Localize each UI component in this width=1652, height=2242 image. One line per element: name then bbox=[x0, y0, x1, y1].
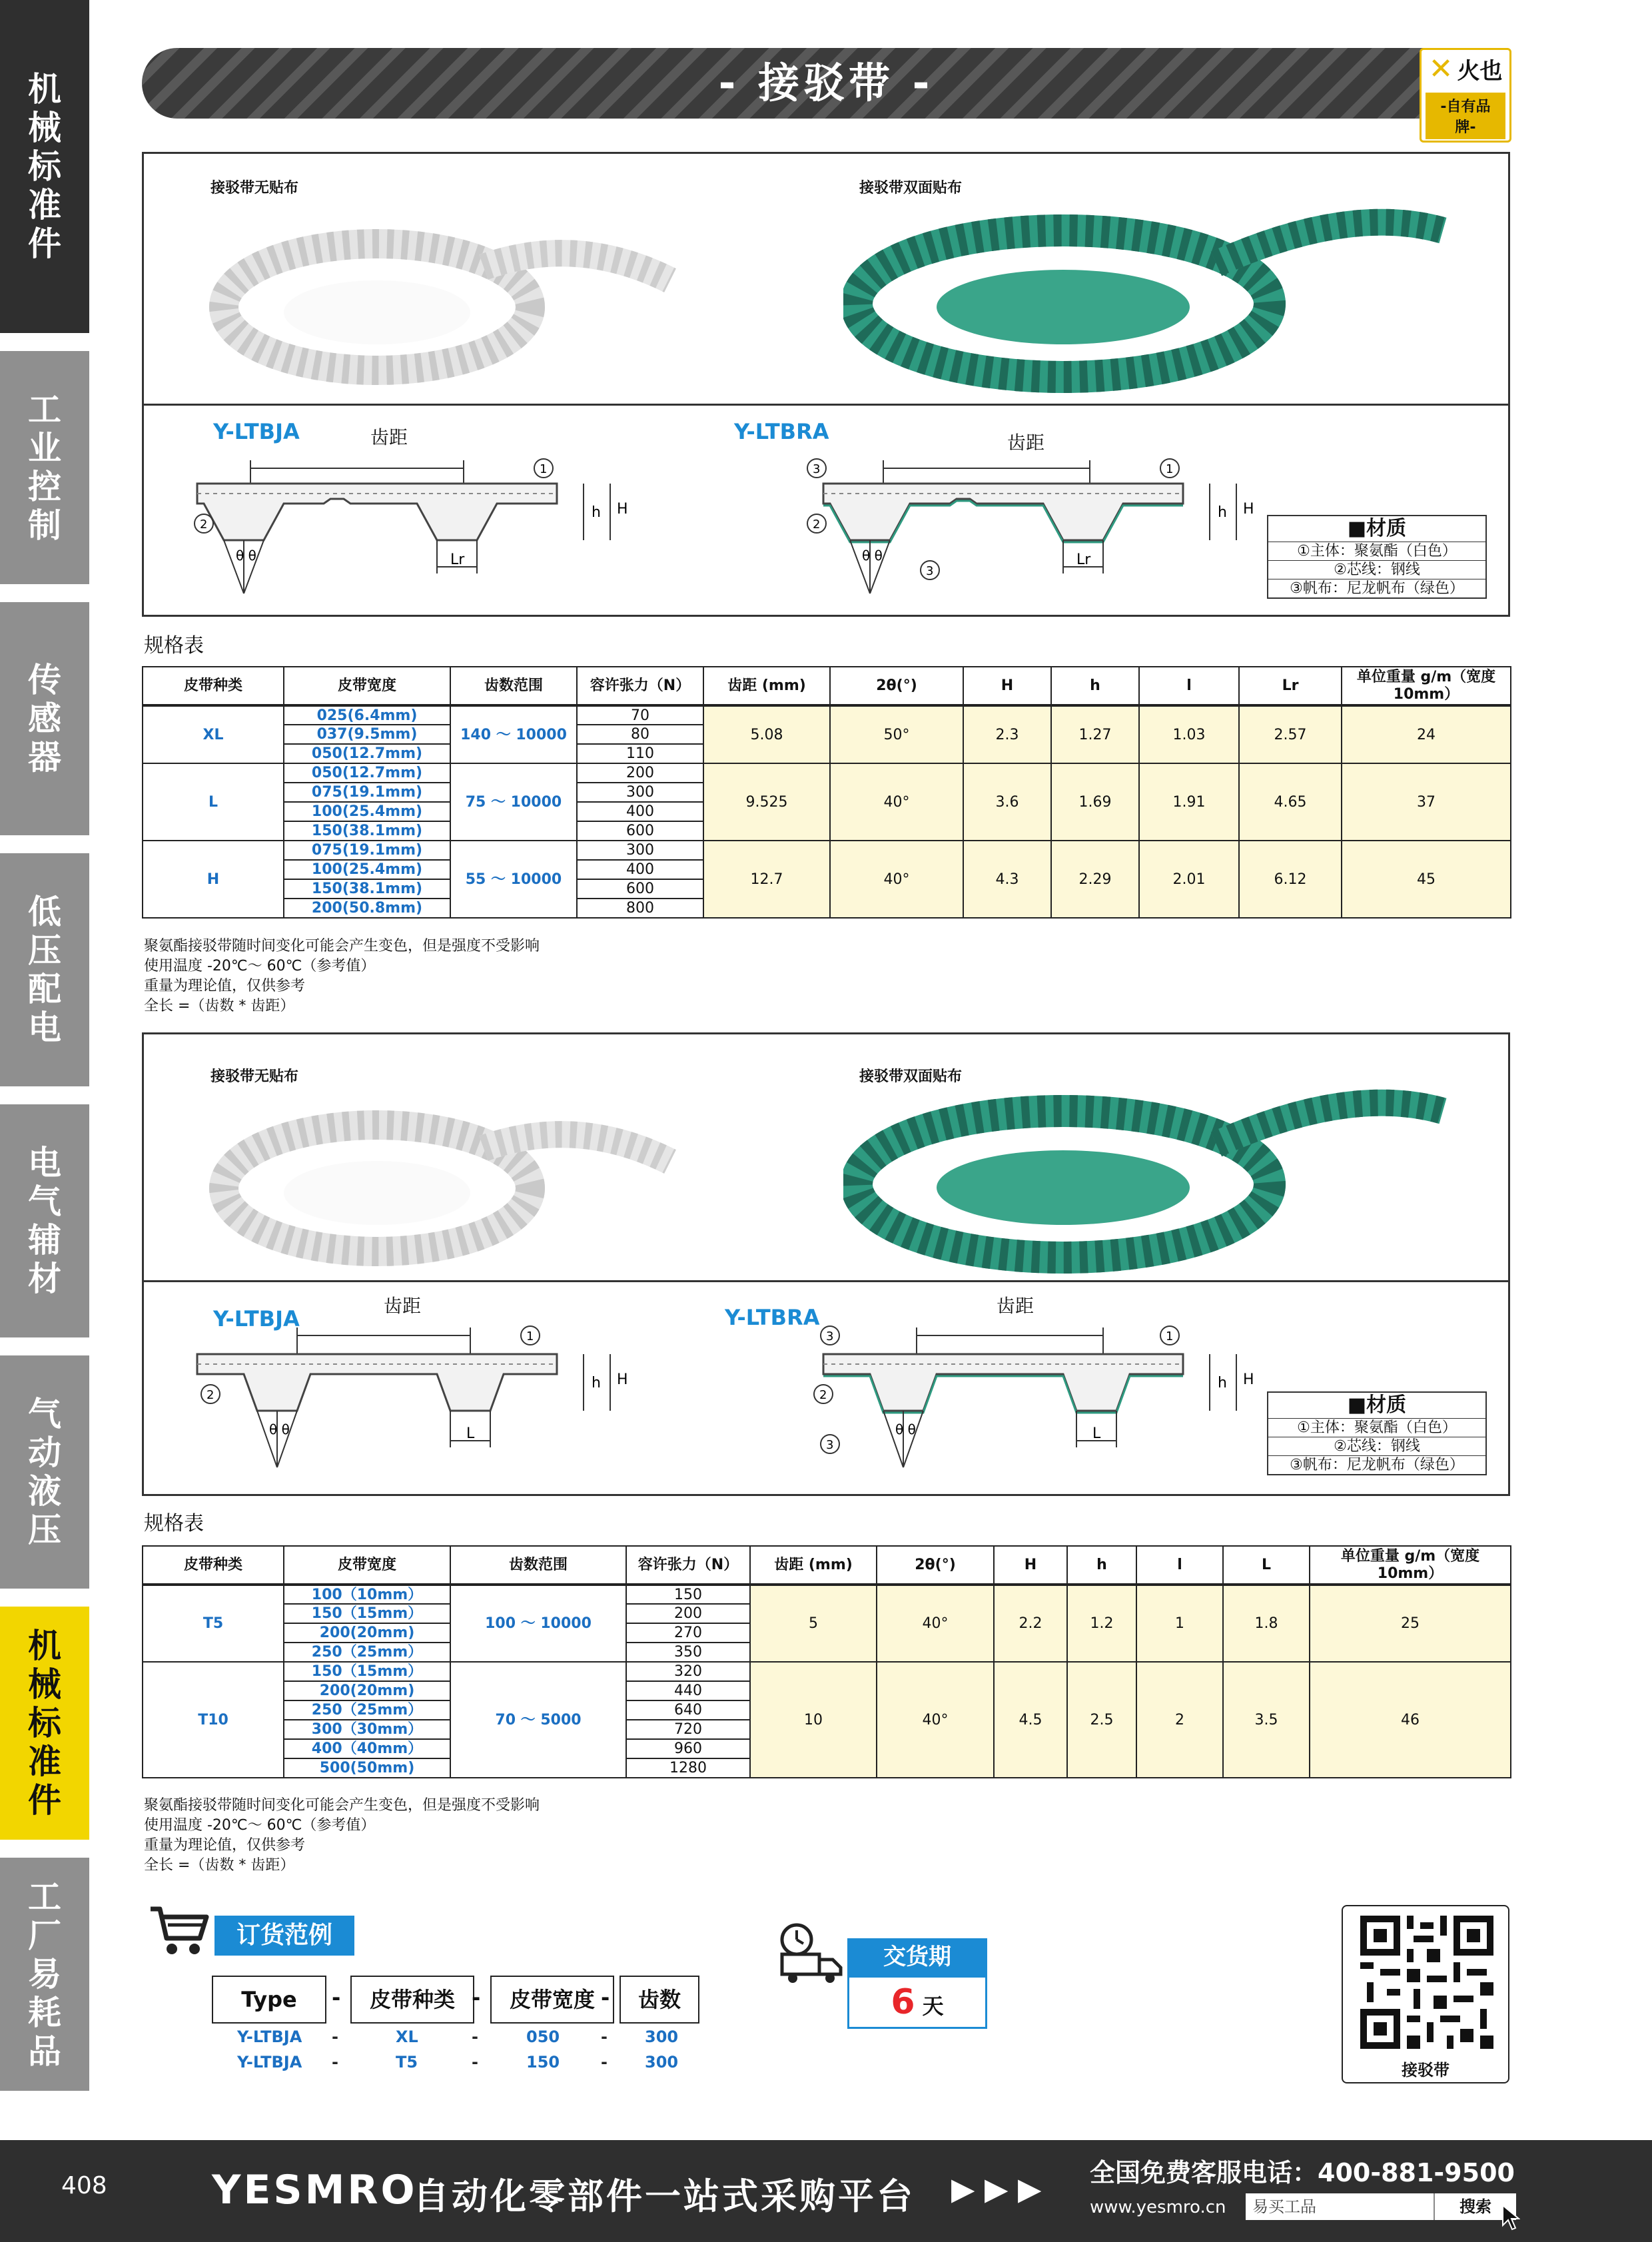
spec-table-label: 规格表 bbox=[144, 1512, 204, 1535]
tension-cell: 350 bbox=[626, 1643, 750, 1662]
belt-width-cell: 150（15mm） bbox=[284, 1604, 450, 1623]
tension-cell: 960 bbox=[626, 1739, 750, 1758]
table-row bbox=[143, 841, 1511, 860]
h-cell: 1.27 bbox=[1051, 705, 1139, 763]
shopping-cart-icon bbox=[148, 1904, 209, 1957]
qr-code-icon[interactable] bbox=[1360, 1916, 1493, 2049]
sidebar-item-industrial-control[interactable]: 工业控制 bbox=[0, 351, 89, 584]
order-field-teeth: 齿数 bbox=[620, 1976, 699, 2024]
h-cell: 2.29 bbox=[1051, 841, 1139, 918]
H-cell: 2.3 bbox=[963, 705, 1051, 763]
order-separator: - bbox=[601, 1985, 610, 2010]
belt-width-cell: 037(9.5mm) bbox=[284, 725, 450, 744]
order-field-belt-width: 皮带宽度 bbox=[490, 1976, 614, 2024]
column-header: Lr bbox=[1239, 667, 1342, 705]
white-belt-photo bbox=[204, 1092, 723, 1278]
belt-width-cell: 250（25mm） bbox=[284, 1700, 450, 1720]
website-link[interactable]: www.yesmro.cn bbox=[1090, 2197, 1226, 2217]
delivery-days: 6 bbox=[891, 1982, 915, 2022]
column-header: 皮带宽度 bbox=[284, 667, 450, 705]
belt-width-cell: 400（40mm） bbox=[284, 1739, 450, 1758]
svg-text:1: 1 bbox=[1166, 1329, 1174, 1343]
pitch-cell: 5.08 bbox=[703, 705, 830, 763]
qr-card bbox=[1342, 1905, 1509, 2083]
arrow-icons: ▶ ▶ ▶ bbox=[951, 2171, 1042, 2207]
material-title: ■材质 bbox=[1347, 1393, 1407, 1417]
product-panel-1 bbox=[142, 152, 1510, 617]
order-separator: - bbox=[472, 2028, 478, 2046]
weight-cell: 24 bbox=[1342, 705, 1511, 763]
svg-text:θ θ: θ θ bbox=[269, 1421, 290, 1437]
weight-cell: 37 bbox=[1342, 763, 1511, 841]
l-cell: 1.91 bbox=[1139, 763, 1239, 841]
column-header: h bbox=[1067, 1546, 1136, 1585]
order-example-type: Y-LTBJA bbox=[237, 2028, 302, 2046]
sidebar-item-pneumatic[interactable]: 气动液压 bbox=[0, 1355, 89, 1589]
tooth-profile-diagram-ltbra bbox=[797, 440, 1276, 600]
tension-cell: 200 bbox=[577, 763, 703, 783]
note-line: 全长 =（齿数 * 齿距） bbox=[144, 998, 295, 1014]
table-header-row bbox=[143, 1546, 1511, 1585]
belt-width-cell: 050(12.7mm) bbox=[284, 763, 450, 783]
photo-caption-fabric: 接驳带双面贴布 bbox=[859, 1068, 963, 1085]
table-row bbox=[143, 1662, 1511, 1681]
svg-text:Lr: Lr bbox=[1076, 552, 1091, 568]
pitch-cell: 10 bbox=[750, 1662, 877, 1778]
svg-text:3: 3 bbox=[826, 1329, 834, 1343]
material-box bbox=[1267, 1391, 1487, 1475]
belt-type-cell: L bbox=[143, 763, 284, 841]
photo-caption-fabric: 接驳带双面贴布 bbox=[859, 180, 963, 196]
order-field-belt-type: 皮带种类 bbox=[350, 1976, 474, 2024]
spec-table-2 bbox=[142, 1545, 1511, 1778]
title-bar bbox=[142, 48, 1510, 119]
teeth-range-cell: 70 ～ 5000 bbox=[450, 1662, 626, 1778]
brand-tag: -自有品牌- bbox=[1426, 93, 1505, 139]
footer-brand[interactable]: YESMRO bbox=[212, 2167, 418, 2213]
brand-logo: 火也 bbox=[1457, 57, 1503, 85]
page-title: - 接驳带 - bbox=[718, 59, 934, 107]
search-button[interactable]: 搜索 bbox=[1434, 2193, 1516, 2220]
belt-type-cell: XL bbox=[143, 705, 284, 763]
material-item: ①主体：聚氨酯（白色） bbox=[1268, 1418, 1485, 1437]
tension-cell: 440 bbox=[626, 1681, 750, 1700]
teeth-range-cell: 55 ～ 10000 bbox=[450, 841, 577, 918]
svg-text:2: 2 bbox=[813, 518, 821, 532]
column-header: 皮带种类 bbox=[143, 1546, 284, 1585]
material-box bbox=[1267, 515, 1487, 599]
angle-cell: 40° bbox=[877, 1662, 994, 1778]
tooth-profile-diagram-ltbja bbox=[184, 440, 663, 600]
photo-row bbox=[144, 1034, 1508, 1282]
sidebar-item-electrical[interactable]: 电气辅材 bbox=[0, 1104, 89, 1337]
svg-text:1: 1 bbox=[526, 1329, 534, 1343]
column-header: 单位重量 g/m（宽度 10mm） bbox=[1310, 1546, 1511, 1585]
l-cell: 2 bbox=[1136, 1662, 1223, 1778]
belt-width-cell: 300（30mm） bbox=[284, 1720, 450, 1739]
tension-cell: 400 bbox=[577, 860, 703, 879]
note-line: 重量为理论值，仅供参考 bbox=[144, 978, 306, 994]
tension-cell: 720 bbox=[626, 1720, 750, 1739]
order-example-title: 订货范例 bbox=[214, 1916, 354, 1956]
column-header: H bbox=[963, 667, 1051, 705]
Lr-cell: 4.65 bbox=[1239, 763, 1342, 841]
order-separator: - bbox=[472, 2053, 478, 2071]
material-item: ②芯线：钢线 bbox=[1268, 560, 1485, 579]
brand-x-icon: ✕ bbox=[1428, 51, 1453, 86]
diagram-title-ltbra: Y-LTBRA bbox=[725, 1305, 820, 1330]
H-cell: 4.3 bbox=[963, 841, 1051, 918]
pitch-label-left: 齿距 bbox=[370, 426, 408, 448]
photo-row bbox=[144, 154, 1508, 406]
h-cell: 1.69 bbox=[1051, 763, 1139, 841]
column-header: 容许张力（N） bbox=[626, 1546, 750, 1585]
tooth-profile-diagram-ltbra bbox=[797, 1314, 1276, 1474]
svg-text:1: 1 bbox=[540, 462, 548, 476]
diagram-title-ltbja: Y-LTBJA bbox=[213, 1306, 300, 1331]
material-item: ③帆布：尼龙帆布（绿色） bbox=[1268, 579, 1485, 597]
tension-cell: 300 bbox=[577, 783, 703, 802]
svg-text:3: 3 bbox=[926, 564, 934, 578]
angle-cell: 40° bbox=[830, 841, 963, 918]
tension-cell: 110 bbox=[577, 744, 703, 763]
belt-width-cell: 150(38.1mm) bbox=[284, 879, 450, 899]
column-header: 单位重量 g/m（宽度 10mm） bbox=[1342, 667, 1511, 705]
pitch-label-right: 齿距 bbox=[997, 1295, 1034, 1317]
tension-cell: 200 bbox=[626, 1604, 750, 1623]
product-panel-2 bbox=[142, 1032, 1510, 1496]
svg-text:H: H bbox=[617, 501, 628, 518]
order-example-teeth: 300 bbox=[645, 2053, 679, 2071]
belt-width-cell: 100(25.4mm) bbox=[284, 802, 450, 821]
svg-text:L: L bbox=[1092, 1425, 1101, 1442]
column-header: 齿距 (mm) bbox=[750, 1546, 877, 1585]
material-title: ■材质 bbox=[1347, 517, 1407, 540]
diagram-title-ltbja: Y-LTBJA bbox=[213, 419, 300, 444]
column-header: 皮带种类 bbox=[143, 667, 284, 705]
sidebar-item-mechanical-active[interactable]: 机械标准件 bbox=[0, 1607, 89, 1840]
svg-text:h: h bbox=[1218, 504, 1227, 521]
belt-width-cell: 200(20mm) bbox=[284, 1681, 450, 1700]
sidebar-item-mechanical[interactable]: 机械标准件 bbox=[0, 0, 89, 333]
material-item: ②芯线：钢线 bbox=[1268, 1437, 1485, 1455]
angle-cell: 40° bbox=[830, 763, 963, 841]
sidebar-item-low-voltage[interactable]: 低压配电 bbox=[0, 853, 89, 1086]
belt-width-cell: 250（25mm） bbox=[284, 1643, 450, 1662]
belt-width-cell: 150（15mm） bbox=[284, 1662, 450, 1681]
note-line: 聚氨酯接驳带随时间变化可能会产生变色，但是强度不受影响 bbox=[144, 1797, 540, 1814]
hotline: 全国免费客服电话：400-881-9500 bbox=[1090, 2158, 1515, 2187]
svg-text:2: 2 bbox=[200, 518, 208, 532]
green-belt-photo bbox=[843, 1074, 1483, 1274]
belt-width-cell: 100(25.4mm) bbox=[284, 860, 450, 879]
order-separator: - bbox=[332, 2053, 338, 2071]
search-input[interactable]: 易买工品 bbox=[1246, 2193, 1434, 2220]
note-line: 使用温度 -20℃～ 60℃（参考值） bbox=[144, 1817, 376, 1834]
weight-cell: 46 bbox=[1310, 1662, 1511, 1778]
order-field-type: Type bbox=[212, 1976, 326, 2024]
column-header: l bbox=[1139, 667, 1239, 705]
footer-slogan: 自动化零部件一站式采购平台 bbox=[413, 2175, 915, 2217]
belt-type-cell: H bbox=[143, 841, 284, 918]
belt-width-cell: 150(38.1mm) bbox=[284, 821, 450, 841]
svg-text:H: H bbox=[1243, 1371, 1254, 1388]
tension-cell: 400 bbox=[577, 802, 703, 821]
tension-cell: 800 bbox=[577, 899, 703, 918]
order-separator: - bbox=[601, 2053, 608, 2071]
order-example-belt-type: T5 bbox=[396, 2053, 418, 2071]
svg-text:h: h bbox=[1218, 1375, 1227, 1391]
pitch-label-left: 齿距 bbox=[384, 1295, 422, 1317]
H-cell: 2.2 bbox=[994, 1585, 1067, 1662]
tension-cell: 300 bbox=[577, 841, 703, 860]
belt-width-cell: 050(12.7mm) bbox=[284, 744, 450, 763]
column-header: l bbox=[1136, 1546, 1223, 1585]
svg-text:θ θ: θ θ bbox=[862, 548, 883, 563]
pitch-cell: 9.525 bbox=[703, 763, 830, 841]
svg-text:H: H bbox=[1243, 501, 1254, 518]
svg-text:1: 1 bbox=[1166, 462, 1174, 476]
tension-cell: 640 bbox=[626, 1700, 750, 1720]
belt-width-cell: 075(19.1mm) bbox=[284, 783, 450, 802]
Lr-cell: 3.5 bbox=[1223, 1662, 1310, 1778]
tension-cell: 150 bbox=[626, 1585, 750, 1604]
table-row bbox=[143, 1585, 1511, 1604]
note-line: 聚氨酯接驳带随时间变化可能会产生变色，但是强度不受影响 bbox=[144, 938, 540, 954]
photo-caption-plain: 接驳带无贴布 bbox=[210, 180, 299, 196]
diagram-title-ltbra: Y-LTBRA bbox=[734, 419, 829, 444]
H-cell: 4.5 bbox=[994, 1662, 1067, 1778]
sidebar-item-sensor[interactable]: 传感器 bbox=[0, 602, 89, 835]
angle-cell: 40° bbox=[877, 1585, 994, 1662]
Lr-cell: 2.57 bbox=[1239, 705, 1342, 763]
order-example-width: 050 bbox=[526, 2028, 560, 2046]
svg-text:3: 3 bbox=[813, 462, 821, 476]
belt-width-cell: 500(50mm) bbox=[284, 1758, 450, 1778]
footer bbox=[0, 2140, 1652, 2242]
column-header: 容许张力（N） bbox=[577, 667, 703, 705]
tension-cell: 600 bbox=[577, 821, 703, 841]
belt-width-cell: 100（10mm） bbox=[284, 1585, 450, 1604]
column-header: 皮带宽度 bbox=[284, 1546, 450, 1585]
svg-text:H: H bbox=[617, 1371, 628, 1388]
cursor-icon bbox=[1501, 2204, 1520, 2231]
delivery-unit: 天 bbox=[922, 1994, 944, 2019]
teeth-range-cell: 100 ～ 10000 bbox=[450, 1585, 626, 1662]
order-separator: - bbox=[332, 2028, 338, 2046]
sidebar-item-consumables[interactable]: 工厂易耗品 bbox=[0, 1858, 89, 2091]
material-item: ①主体：聚氨酯（白色） bbox=[1268, 542, 1485, 560]
page-number: 408 bbox=[61, 2172, 107, 2199]
tension-cell: 320 bbox=[626, 1662, 750, 1681]
order-example-type: Y-LTBJA bbox=[237, 2053, 302, 2071]
notes-2 bbox=[144, 1796, 540, 1876]
delivery-value bbox=[847, 1976, 987, 2029]
pitch-cell: 12.7 bbox=[703, 841, 830, 918]
Lr-cell: 6.12 bbox=[1239, 841, 1342, 918]
order-example-belt-type: XL bbox=[396, 2028, 418, 2046]
qr-caption: 接驳带 bbox=[1402, 2061, 1449, 2079]
photo-caption-plain: 接驳带无贴布 bbox=[210, 1068, 299, 1085]
delivery-title: 交货期 bbox=[847, 1938, 987, 1976]
weight-cell: 25 bbox=[1310, 1585, 1511, 1662]
svg-text:2: 2 bbox=[206, 1388, 214, 1402]
belt-width-cell: 025(6.4mm) bbox=[284, 705, 450, 725]
order-separator: - bbox=[601, 2028, 608, 2046]
note-line: 重量为理论值，仅供参考 bbox=[144, 1837, 306, 1854]
tension-cell: 270 bbox=[626, 1623, 750, 1643]
brand-badge bbox=[1420, 48, 1511, 143]
svg-text:L: L bbox=[466, 1425, 475, 1442]
column-header: h bbox=[1051, 667, 1139, 705]
svg-text:h: h bbox=[592, 1375, 601, 1391]
material-item: ③帆布：尼龙帆布（绿色） bbox=[1268, 1455, 1485, 1474]
column-header: 2θ(°) bbox=[877, 1546, 994, 1585]
svg-text:3: 3 bbox=[826, 1438, 834, 1452]
spec-table-1 bbox=[142, 666, 1511, 919]
pitch-cell: 5 bbox=[750, 1585, 877, 1662]
svg-text:θ θ: θ θ bbox=[895, 1421, 916, 1437]
table-header-row bbox=[143, 667, 1511, 705]
column-header: 2θ(°) bbox=[830, 667, 963, 705]
belt-width-cell: 200(20mm) bbox=[284, 1623, 450, 1643]
column-header: 齿距 (mm) bbox=[703, 667, 830, 705]
h-cell: 1.2 bbox=[1067, 1585, 1136, 1662]
delivery-truck-icon bbox=[773, 1920, 846, 1986]
l-cell: 1.03 bbox=[1139, 705, 1239, 763]
table-row bbox=[143, 763, 1511, 783]
green-belt-photo bbox=[843, 190, 1483, 397]
Lr-cell: 1.8 bbox=[1223, 1585, 1310, 1662]
tension-cell: 70 bbox=[577, 705, 703, 725]
note-line: 全长 =（齿数 * 齿距） bbox=[144, 1857, 295, 1874]
column-header: 齿数范围 bbox=[450, 667, 577, 705]
order-example-width: 150 bbox=[526, 2053, 560, 2071]
order-example-teeth: 300 bbox=[645, 2028, 679, 2046]
svg-text:Lr: Lr bbox=[450, 552, 465, 568]
H-cell: 3.6 bbox=[963, 763, 1051, 841]
belt-type-cell: T5 bbox=[143, 1585, 284, 1662]
teeth-range-cell: 75 ～ 10000 bbox=[450, 763, 577, 841]
angle-cell: 50° bbox=[830, 705, 963, 763]
white-belt-photo bbox=[204, 207, 723, 400]
order-separator: - bbox=[332, 1985, 341, 2010]
teeth-range-cell: 140 ～ 10000 bbox=[450, 705, 577, 763]
svg-text:2: 2 bbox=[819, 1388, 827, 1402]
weight-cell: 45 bbox=[1342, 841, 1511, 918]
h-cell: 2.5 bbox=[1067, 1662, 1136, 1778]
order-separator: - bbox=[472, 1985, 481, 2010]
belt-width-cell: 200(50.8mm) bbox=[284, 899, 450, 918]
tension-cell: 600 bbox=[577, 879, 703, 899]
notes-1 bbox=[144, 936, 540, 1016]
belt-width-cell: 075(19.1mm) bbox=[284, 841, 450, 860]
tension-cell: 1280 bbox=[626, 1758, 750, 1778]
svg-text:h: h bbox=[592, 504, 601, 521]
svg-text:θ θ: θ θ bbox=[236, 548, 256, 563]
tension-cell: 80 bbox=[577, 725, 703, 744]
column-header: H bbox=[994, 1546, 1067, 1585]
spec-table-label: 规格表 bbox=[144, 634, 204, 657]
column-header: L bbox=[1223, 1546, 1310, 1585]
pitch-label-right: 齿距 bbox=[1007, 432, 1045, 454]
belt-type-cell: T10 bbox=[143, 1662, 284, 1778]
l-cell: 1 bbox=[1136, 1585, 1223, 1662]
column-header: 齿数范围 bbox=[450, 1546, 626, 1585]
table-row bbox=[143, 705, 1511, 725]
tooth-profile-diagram-ltbja bbox=[184, 1314, 663, 1474]
l-cell: 2.01 bbox=[1139, 841, 1239, 918]
note-line: 使用温度 -20℃～ 60℃（参考值） bbox=[144, 958, 376, 974]
